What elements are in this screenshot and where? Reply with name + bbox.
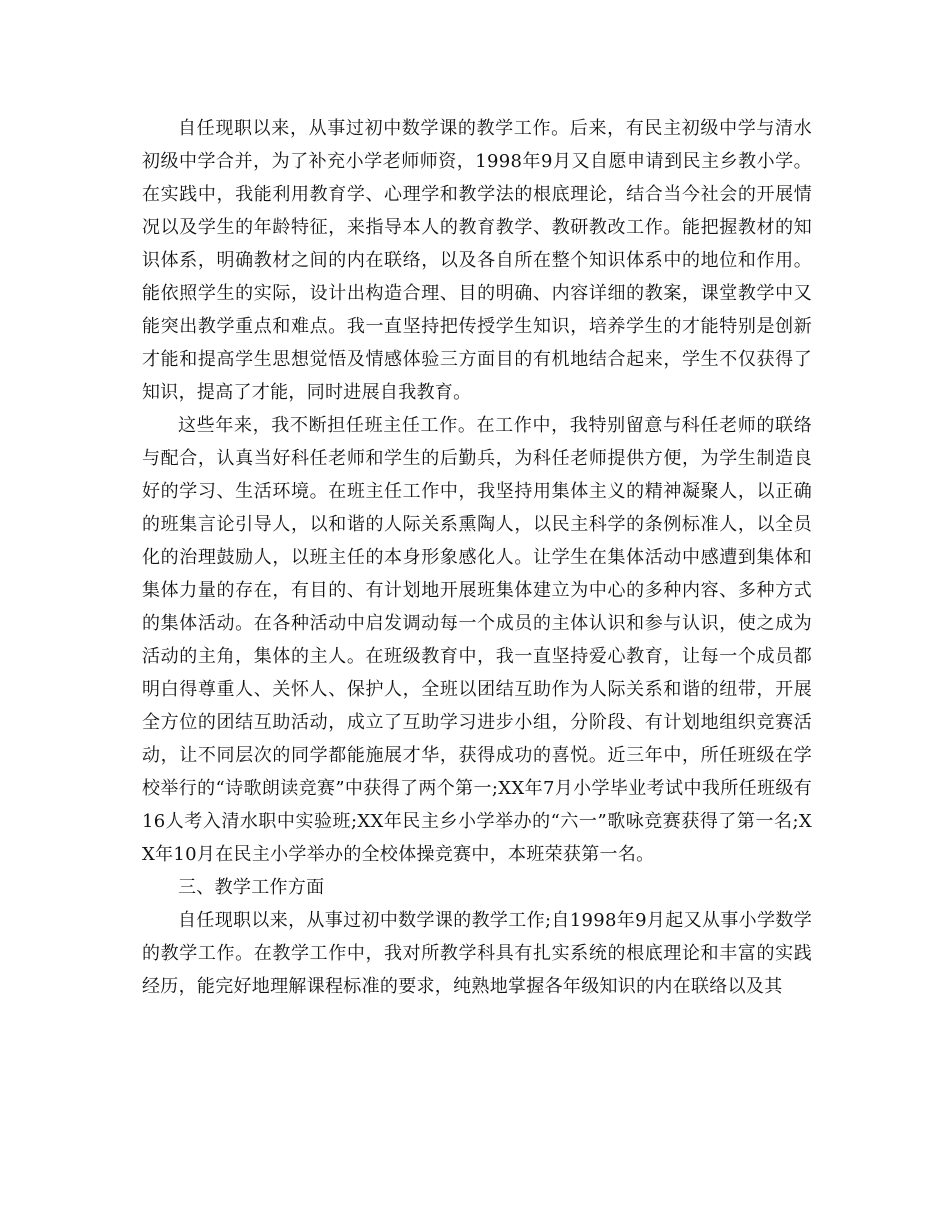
paragraph-class-teacher-work: 这些年来，我不断担任班主任工作。在工作中，我特别留意与科任老师的联络与配合，认真当好科任老师和学生的后勤兵，为科任老师提供方便，为学生制造良好的学习、生活环境。在班主任工作中，我坚持用集体主义的精神凝聚人，以正确的班集言论引导人，以和谐的人际关系熏陶人，以民主科学的条例标准人，以全员化的治理鼓励人，以班主任的本身形象感化人。让学生在集体活动中感遭到集体和集体力量的存在，有目的、有计划地开展班集体建立为中心的多种内容、多种方式的集体活动。在各种活动中启发调动每一个成员的主体认识和参与认识，使之成为活动的主角，集体的主人。在班级教育中，我一直坚持爱心教育，让每一个成员都明白得尊重人、关怀人、保护人，全班以团结互助作为人际关系和谐的纽带，开展全方位的团结互助活动，成立了互助学习进步小组，分阶段、有计划地组织竞赛活动，让不同层次的同学都能施展才华，获得成功的喜悦。近三年中，所任班级在学校举行的“诗歌朗读竞赛”中获得了两个第一;XX年7月小学毕业考试中我所任班级有16人考入清水职中实验班;XX年民主乡小学举办的“六一”歌咏竞赛获得了第一名;XX年10月在民主小学举办的全校体操竞赛中，本班荣获第一名。 [142, 415, 812, 865]
document-body [142, 112, 812, 1003]
paragraph-teaching-work: 自任现职以来，从事过初中数学课的教学工作;自1998年9月起又从事小学数学的教学工作。在教学工作中，我对所教学科具有扎实系统的根底理论和丰富的实践经历，能完好地理解课程标准的要求，纯熟地掌握各年级知识的内在联络以及其 [142, 910, 812, 997]
paragraph-teaching-experience: 自任现职以来，从事过初中数学课的教学工作。后来，有民主初级中学与清水初级中学合并，为了补充小学老师师资，1998年9月又自愿申请到民主乡教小学。在实践中，我能利用教育学、心理学和教学法的根底理论，结合当今社会的开展情况以及学生的年龄特征，来指导本人的教育教学、教研教改工作。能把握教材的知识体系，明确教材之间的内在联络，以及各自所在整个知识体系中的地位和作用。能依照学生的实际，设计出构造合理、目的明确、内容详细的教案，课堂教学中又能突出教学重点和难点。我一直坚持把传授学生知识，培养学生的才能特别是创新才能和提高学生思想觉悟及情感体验三方面目的有机地结合起来，学生不仅获得了知识，提高了才能，同时进展自我教育。 [142, 118, 812, 403]
section-heading: 三、教学工作方面 [178, 877, 325, 898]
